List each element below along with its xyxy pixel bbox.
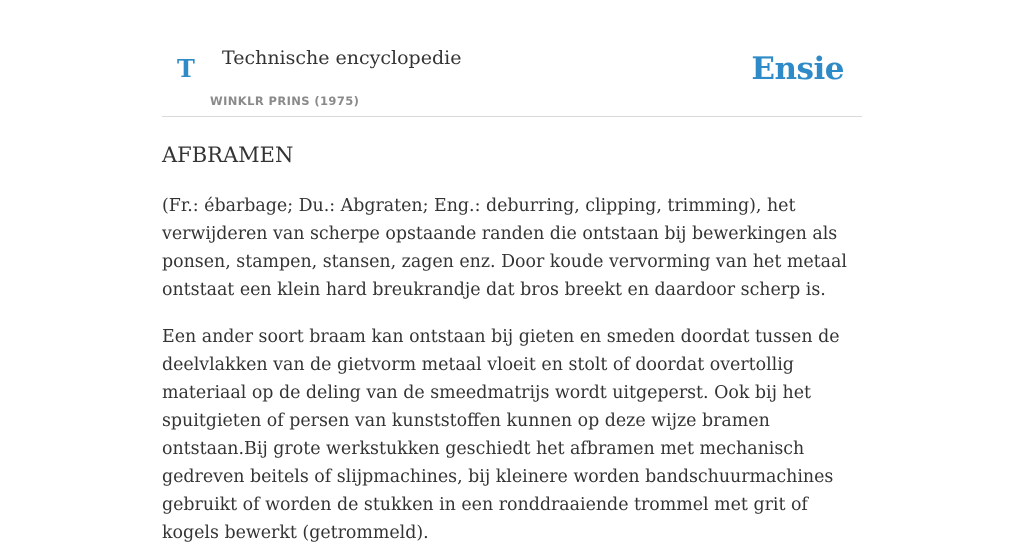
- source-subtitle: WINKLR PRINS (1975): [210, 94, 360, 108]
- source-title[interactable]: Technische encyclopedie: [222, 47, 462, 69]
- article-paragraph: (Fr.: ébarbage; Du.: Abgraten; Eng.: deburring, clipping, trimming), het verwijderen van scherpe opstaande randen die ontstaan bij bewerkingen als ponsen, stampen, stansen, zagen enz. Door koude vervorming van het metaal ontstaat een klein hard breukrandje dat bros breekt en daardoor scherp is.: [162, 196, 847, 300]
- source-header: [162, 0, 862, 117]
- article-paragraph: Een ander soort braam kan ontstaan bij gieten en smeden doordat tussen de deelvlakken van de gietvorm metaal vloeit en stolt of doordat overtollig materiaal op de deling van de smeedmatrijs wordt uitgeperst. Ook bij het spuitgieten of persen van kunststoffen kunnen op deze wijze bramen ontstaan.Bij grote werkstukken geschiedt het afbramen met mechanisch gedreven beitels of slijpmachines, bij kleinere worden bandschuurmachines gebruikt of worden de stukken in een ronddraaiende trommel met grit of kogels bewerkt (getrommeld).: [162, 327, 840, 543]
- source-logo[interactable]: T: [177, 54, 195, 83]
- ensie-logo[interactable]: Ensie: [751, 51, 844, 87]
- article-title: AFBRAMEN: [162, 143, 294, 167]
